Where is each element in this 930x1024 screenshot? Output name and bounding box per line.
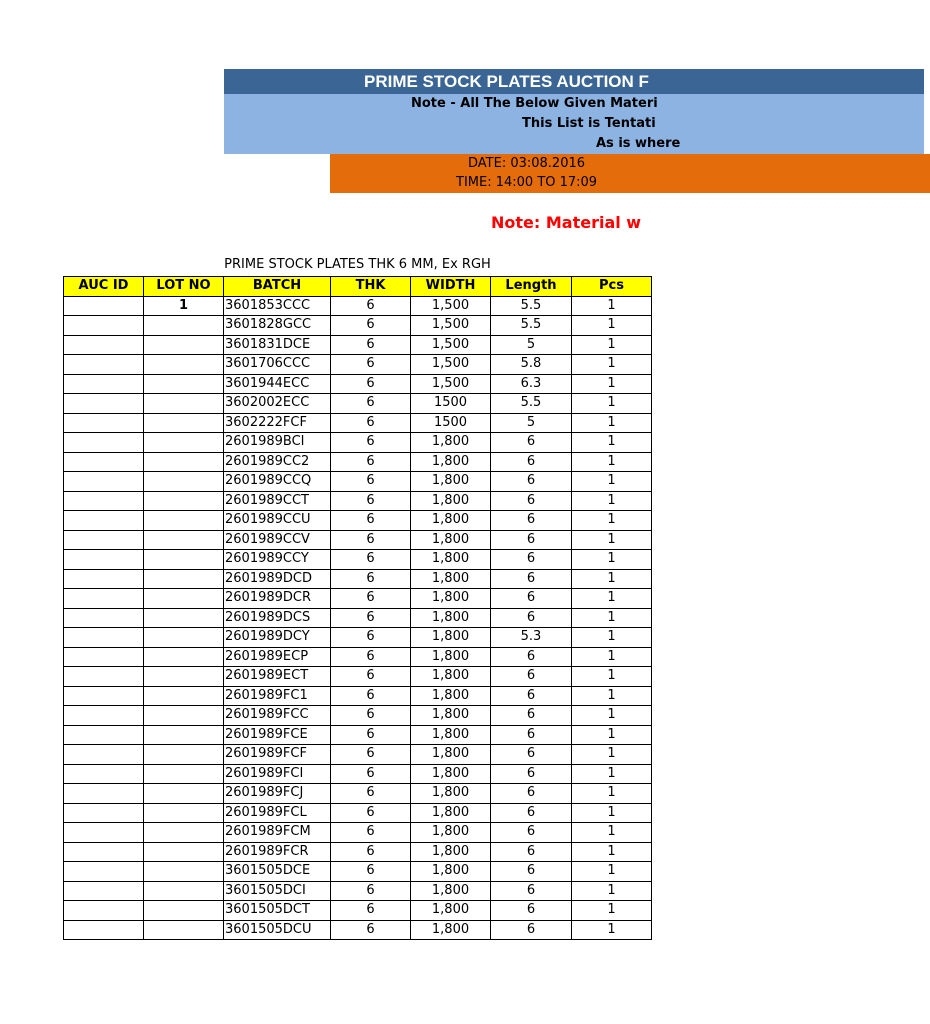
table-row — [64, 745, 652, 765]
cell-lot-no — [144, 842, 224, 862]
cell-thk: 6 — [331, 394, 411, 414]
cell-lot-no — [144, 823, 224, 843]
cell-length: 6 — [491, 647, 572, 667]
note-line-2: This List is Tentati — [522, 116, 656, 131]
cell-width: 1,800 — [411, 667, 491, 687]
cell-thk: 6 — [331, 706, 411, 726]
cell-pcs: 1 — [572, 686, 652, 706]
cell-length: 6 — [491, 511, 572, 531]
cell-batch: 2601989DCD — [224, 569, 331, 589]
cell-thk: 6 — [331, 413, 411, 433]
cell-batch: 2601989FCI — [224, 764, 331, 784]
cell-lot-no — [144, 511, 224, 531]
cell-lot-no — [144, 433, 224, 453]
cell-lot-no — [144, 647, 224, 667]
cell-length: 5 — [491, 413, 572, 433]
cell-thk: 6 — [331, 511, 411, 531]
cell-width: 1,800 — [411, 881, 491, 901]
cell-lot-no — [144, 686, 224, 706]
cell-lot-no — [144, 335, 224, 355]
cell-auc-id — [64, 725, 144, 745]
cell-length: 6 — [491, 667, 572, 687]
cell-width: 1,800 — [411, 725, 491, 745]
cell-lot-no — [144, 803, 224, 823]
cell-width: 1,800 — [411, 862, 491, 882]
cell-width: 1,800 — [411, 511, 491, 531]
cell-pcs: 1 — [572, 511, 652, 531]
cell-pcs: 1 — [572, 452, 652, 472]
cell-width: 1,800 — [411, 842, 491, 862]
cell-thk: 6 — [331, 452, 411, 472]
cell-length: 6 — [491, 823, 572, 843]
cell-auc-id — [64, 667, 144, 687]
cell-width: 1,500 — [411, 296, 491, 316]
cell-batch: 2601989CCQ — [224, 472, 331, 492]
table-row — [64, 667, 652, 687]
cell-length: 6 — [491, 608, 572, 628]
cell-auc-id — [64, 881, 144, 901]
cell-pcs: 1 — [572, 355, 652, 375]
cell-pcs: 1 — [572, 413, 652, 433]
table-row — [64, 862, 652, 882]
cell-batch: 2601989DCS — [224, 608, 331, 628]
cell-thk: 6 — [331, 374, 411, 394]
title-banner — [224, 69, 924, 94]
cell-batch: 3601505DCI — [224, 881, 331, 901]
column-header-width: WIDTH — [411, 277, 491, 297]
cell-auc-id — [64, 628, 144, 648]
cell-lot-no — [144, 569, 224, 589]
cell-thk: 6 — [331, 920, 411, 940]
table-row — [64, 296, 652, 316]
cell-length: 6 — [491, 530, 572, 550]
table-row — [64, 550, 652, 570]
cell-pcs: 1 — [572, 920, 652, 940]
cell-batch: 2601989CCY — [224, 550, 331, 570]
cell-lot-no — [144, 355, 224, 375]
cell-pcs: 1 — [572, 374, 652, 394]
cell-batch: 2601989ECP — [224, 647, 331, 667]
note-line-1: Note - All The Below Given Materi — [411, 96, 658, 111]
cell-length: 5.5 — [491, 394, 572, 414]
cell-lot-no — [144, 316, 224, 336]
cell-length: 6 — [491, 803, 572, 823]
cell-thk: 6 — [331, 901, 411, 921]
cell-lot-no — [144, 491, 224, 511]
cell-auc-id — [64, 784, 144, 804]
cell-width: 1,800 — [411, 803, 491, 823]
cell-length: 6 — [491, 491, 572, 511]
cell-pcs: 1 — [572, 842, 652, 862]
cell-batch: 2601989ECT — [224, 667, 331, 687]
table-row — [64, 706, 652, 726]
table-row — [64, 647, 652, 667]
table-row — [64, 316, 652, 336]
table-row — [64, 491, 652, 511]
cell-batch: 2601989FC1 — [224, 686, 331, 706]
table-row — [64, 394, 652, 414]
cell-lot-no — [144, 374, 224, 394]
cell-batch: 3602222FCF — [224, 413, 331, 433]
cell-batch: 2601989FCJ — [224, 784, 331, 804]
cell-auc-id — [64, 862, 144, 882]
auction-time: TIME: 14:00 TO 17:09 — [456, 175, 598, 190]
cell-width: 1,800 — [411, 530, 491, 550]
cell-auc-id — [64, 452, 144, 472]
cell-pcs: 1 — [572, 784, 652, 804]
cell-lot-no — [144, 784, 224, 804]
cell-batch: 2601989DCR — [224, 589, 331, 609]
table-row — [64, 920, 652, 940]
cell-pcs: 1 — [572, 862, 652, 882]
cell-width: 1,800 — [411, 920, 491, 940]
cell-length: 5 — [491, 335, 572, 355]
table-row — [64, 511, 652, 531]
cell-lot-no — [144, 764, 224, 784]
table-row — [64, 628, 652, 648]
cell-pcs: 1 — [572, 764, 652, 784]
cell-pcs: 1 — [572, 491, 652, 511]
cell-auc-id — [64, 413, 144, 433]
cell-length: 6 — [491, 745, 572, 765]
cell-batch: 3601706CCC — [224, 355, 331, 375]
cell-width: 1,800 — [411, 647, 491, 667]
cell-thk: 6 — [331, 764, 411, 784]
cell-width: 1,800 — [411, 491, 491, 511]
cell-batch: 2601989FCF — [224, 745, 331, 765]
cell-pcs: 1 — [572, 745, 652, 765]
cell-auc-id — [64, 706, 144, 726]
cell-thk: 6 — [331, 355, 411, 375]
cell-width: 1500 — [411, 394, 491, 414]
page-title: PRIME STOCK PLATES AUCTION F — [364, 72, 649, 91]
note-banner — [224, 94, 924, 154]
cell-batch: 2601989FCE — [224, 725, 331, 745]
cell-width: 1,800 — [411, 706, 491, 726]
cell-thk: 6 — [331, 296, 411, 316]
cell-width: 1,500 — [411, 374, 491, 394]
cell-length: 6 — [491, 589, 572, 609]
stock-table — [63, 276, 652, 940]
cell-pcs: 1 — [572, 647, 652, 667]
cell-batch: 3601505DCT — [224, 901, 331, 921]
cell-width: 1,800 — [411, 686, 491, 706]
cell-pcs: 1 — [572, 335, 652, 355]
column-header-thk: THK — [331, 277, 411, 297]
cell-length: 6 — [491, 472, 572, 492]
table-row — [64, 686, 652, 706]
cell-thk: 6 — [331, 745, 411, 765]
cell-lot-no — [144, 881, 224, 901]
cell-thk: 6 — [331, 628, 411, 648]
cell-thk: 6 — [331, 803, 411, 823]
table-row — [64, 472, 652, 492]
cell-lot-no — [144, 901, 224, 921]
cell-width: 1,800 — [411, 569, 491, 589]
cell-width: 1,500 — [411, 335, 491, 355]
cell-thk: 6 — [331, 784, 411, 804]
cell-width: 1,800 — [411, 784, 491, 804]
cell-pcs: 1 — [572, 901, 652, 921]
table-row — [64, 433, 652, 453]
table-caption: PRIME STOCK PLATES THK 6 MM, Ex RGH — [224, 257, 491, 272]
column-header-lot-no: LOT NO — [144, 277, 224, 297]
cell-pcs: 1 — [572, 803, 652, 823]
note-line-3: As is where — [596, 136, 681, 151]
cell-auc-id — [64, 608, 144, 628]
cell-length: 6 — [491, 920, 572, 940]
cell-length: 6 — [491, 842, 572, 862]
cell-batch: 2601989FCR — [224, 842, 331, 862]
cell-pcs: 1 — [572, 608, 652, 628]
cell-auc-id — [64, 394, 144, 414]
cell-thk: 6 — [331, 472, 411, 492]
cell-thk: 6 — [331, 823, 411, 843]
table-header-row — [64, 277, 652, 297]
cell-auc-id — [64, 803, 144, 823]
cell-thk: 6 — [331, 589, 411, 609]
table-row — [64, 803, 652, 823]
cell-length: 6 — [491, 901, 572, 921]
cell-lot-no — [144, 862, 224, 882]
cell-pcs: 1 — [572, 589, 652, 609]
cell-thk: 6 — [331, 842, 411, 862]
column-header-batch: BATCH — [224, 277, 331, 297]
cell-pcs: 1 — [572, 433, 652, 453]
cell-lot-no — [144, 706, 224, 726]
cell-lot-no — [144, 394, 224, 414]
table-row — [64, 784, 652, 804]
cell-auc-id — [64, 335, 144, 355]
cell-thk: 6 — [331, 647, 411, 667]
cell-batch: 2601989FCM — [224, 823, 331, 843]
cell-batch: 3602002ECC — [224, 394, 331, 414]
cell-pcs: 1 — [572, 550, 652, 570]
table-row — [64, 842, 652, 862]
cell-auc-id — [64, 472, 144, 492]
cell-auc-id — [64, 920, 144, 940]
cell-thk: 6 — [331, 725, 411, 745]
cell-pcs: 1 — [572, 628, 652, 648]
cell-length: 5.5 — [491, 296, 572, 316]
cell-length: 5.8 — [491, 355, 572, 375]
cell-auc-id — [64, 316, 144, 336]
cell-width: 1,800 — [411, 764, 491, 784]
cell-length: 5.5 — [491, 316, 572, 336]
cell-length: 6 — [491, 550, 572, 570]
cell-auc-id — [64, 296, 144, 316]
cell-thk: 6 — [331, 569, 411, 589]
cell-lot-no — [144, 745, 224, 765]
auction-date: DATE: 03:08.2016 — [468, 156, 586, 171]
cell-thk: 6 — [331, 686, 411, 706]
cell-lot-no — [144, 530, 224, 550]
cell-batch: 2601989FCC — [224, 706, 331, 726]
cell-width: 1,800 — [411, 823, 491, 843]
cell-auc-id — [64, 764, 144, 784]
cell-auc-id — [64, 647, 144, 667]
material-warning: Note: Material w — [491, 213, 642, 232]
cell-batch: 3601853CCC — [224, 296, 331, 316]
cell-batch: 2601989BCI — [224, 433, 331, 453]
cell-auc-id — [64, 433, 144, 453]
cell-width: 1,800 — [411, 550, 491, 570]
table-row — [64, 608, 652, 628]
table-row — [64, 881, 652, 901]
cell-length: 6 — [491, 686, 572, 706]
cell-width: 1500 — [411, 413, 491, 433]
cell-pcs: 1 — [572, 881, 652, 901]
cell-width: 1,800 — [411, 745, 491, 765]
table-row — [64, 530, 652, 550]
cell-thk: 6 — [331, 530, 411, 550]
cell-width: 1,800 — [411, 472, 491, 492]
cell-lot-no — [144, 472, 224, 492]
cell-batch: 2601989CCU — [224, 511, 331, 531]
cell-thk: 6 — [331, 433, 411, 453]
table-row — [64, 374, 652, 394]
cell-auc-id — [64, 511, 144, 531]
cell-lot-no — [144, 608, 224, 628]
cell-pcs: 1 — [572, 823, 652, 843]
cell-pcs: 1 — [572, 667, 652, 687]
cell-pcs: 1 — [572, 569, 652, 589]
cell-lot-no — [144, 920, 224, 940]
table-row — [64, 355, 652, 375]
cell-auc-id — [64, 686, 144, 706]
cell-batch: 3601944ECC — [224, 374, 331, 394]
cell-pcs: 1 — [572, 472, 652, 492]
cell-length: 6 — [491, 725, 572, 745]
cell-pcs: 1 — [572, 296, 652, 316]
cell-lot-no — [144, 667, 224, 687]
column-header-auc-id: AUC ID — [64, 277, 144, 297]
cell-batch: 3601828GCC — [224, 316, 331, 336]
cell-width: 1,800 — [411, 608, 491, 628]
cell-lot-no: 1 — [144, 296, 224, 316]
cell-auc-id — [64, 823, 144, 843]
column-header-length: Length — [491, 277, 572, 297]
cell-pcs: 1 — [572, 316, 652, 336]
cell-lot-no — [144, 550, 224, 570]
cell-length: 6 — [491, 881, 572, 901]
cell-thk: 6 — [331, 608, 411, 628]
table-row — [64, 569, 652, 589]
cell-thk: 6 — [331, 550, 411, 570]
cell-auc-id — [64, 589, 144, 609]
cell-width: 1,500 — [411, 355, 491, 375]
cell-auc-id — [64, 842, 144, 862]
cell-length: 5.3 — [491, 628, 572, 648]
date-banner — [330, 154, 930, 193]
table-row — [64, 823, 652, 843]
cell-batch: 3601505DCE — [224, 862, 331, 882]
cell-length: 6 — [491, 862, 572, 882]
cell-auc-id — [64, 374, 144, 394]
cell-auc-id — [64, 491, 144, 511]
cell-pcs: 1 — [572, 394, 652, 414]
cell-batch: 2601989FCL — [224, 803, 331, 823]
cell-thk: 6 — [331, 667, 411, 687]
cell-lot-no — [144, 725, 224, 745]
cell-auc-id — [64, 901, 144, 921]
cell-thk: 6 — [331, 881, 411, 901]
cell-length: 6 — [491, 706, 572, 726]
table-row — [64, 452, 652, 472]
cell-width: 1,500 — [411, 316, 491, 336]
cell-auc-id — [64, 569, 144, 589]
cell-lot-no — [144, 452, 224, 472]
cell-thk: 6 — [331, 491, 411, 511]
table-row — [64, 725, 652, 745]
cell-batch: 2601989CCV — [224, 530, 331, 550]
cell-length: 6 — [491, 433, 572, 453]
cell-batch: 2601989CC2 — [224, 452, 331, 472]
cell-lot-no — [144, 628, 224, 648]
cell-lot-no — [144, 413, 224, 433]
cell-pcs: 1 — [572, 530, 652, 550]
cell-auc-id — [64, 550, 144, 570]
cell-lot-no — [144, 589, 224, 609]
table-row — [64, 335, 652, 355]
cell-pcs: 1 — [572, 725, 652, 745]
cell-auc-id — [64, 530, 144, 550]
cell-thk: 6 — [331, 316, 411, 336]
cell-thk: 6 — [331, 862, 411, 882]
cell-batch: 2601989DCY — [224, 628, 331, 648]
cell-width: 1,800 — [411, 628, 491, 648]
cell-length: 6 — [491, 764, 572, 784]
table-row — [64, 413, 652, 433]
cell-pcs: 1 — [572, 706, 652, 726]
cell-length: 6 — [491, 569, 572, 589]
table-row — [64, 589, 652, 609]
cell-width: 1,800 — [411, 433, 491, 453]
cell-auc-id — [64, 355, 144, 375]
cell-auc-id — [64, 745, 144, 765]
cell-width: 1,800 — [411, 901, 491, 921]
cell-width: 1,800 — [411, 589, 491, 609]
table-row — [64, 901, 652, 921]
cell-batch: 3601505DCU — [224, 920, 331, 940]
cell-thk: 6 — [331, 335, 411, 355]
table-row — [64, 764, 652, 784]
cell-width: 1,800 — [411, 452, 491, 472]
cell-batch: 2601989CCT — [224, 491, 331, 511]
column-header-pcs: Pcs — [572, 277, 652, 297]
cell-length: 6 — [491, 784, 572, 804]
cell-length: 6 — [491, 452, 572, 472]
cell-length: 6.3 — [491, 374, 572, 394]
cell-batch: 3601831DCE — [224, 335, 331, 355]
